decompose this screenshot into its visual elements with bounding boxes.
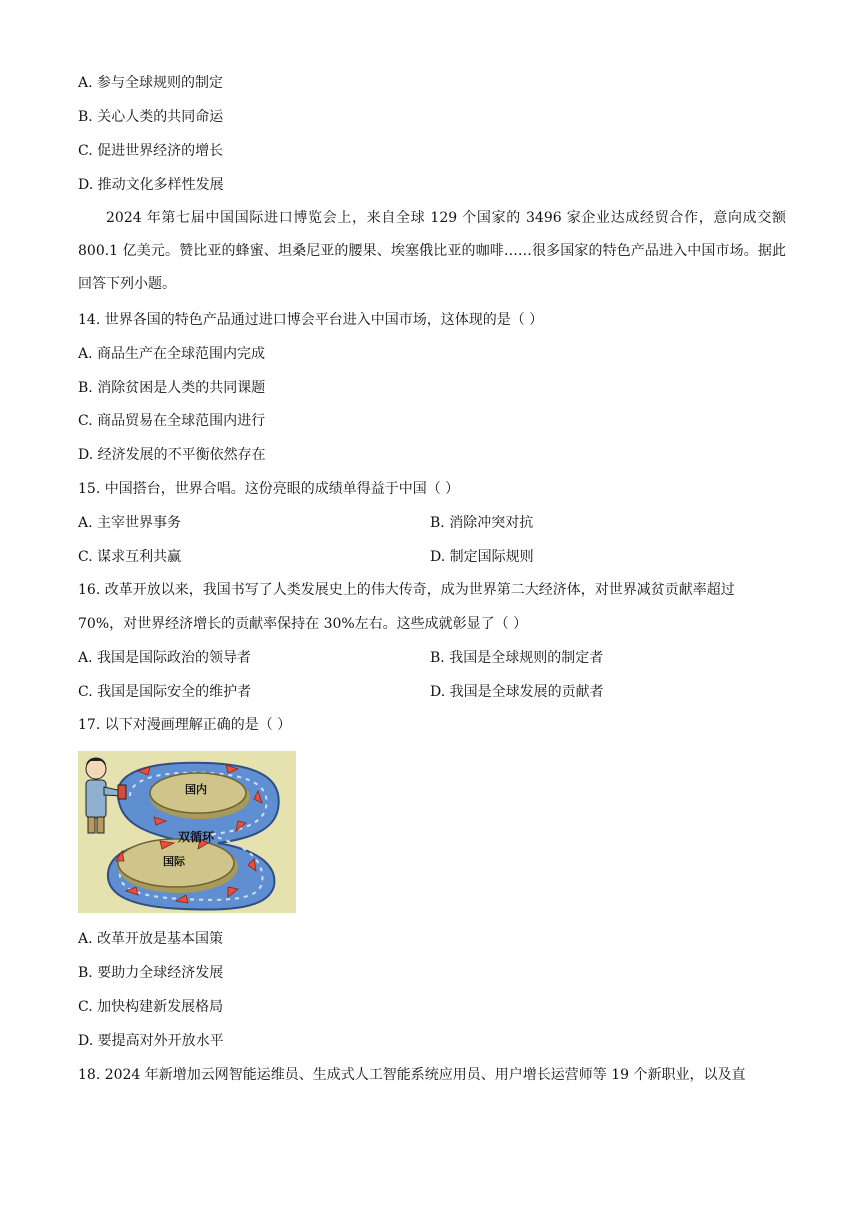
dual-circulation-cartoon xyxy=(78,751,296,913)
person-leg xyxy=(97,817,104,833)
q17-stem: 17. 以下对漫画理解正确的是（ ） xyxy=(78,717,292,733)
q14-option-b: B. 消除贫困是人类的共同课题 xyxy=(78,380,266,396)
q13-option-a: A. 参与全球规则的制定 xyxy=(78,75,224,91)
reading-passage: 2024 年第七届中国国际进口博览会上，来自全球 129 个国家的 3496 家企业达成经贸合作，意向成交额 800.1 亿美元。赞比亚的蜂蜜、坦桑尼亚的腰果、埃塞俄比亚的咖啡……很多国家的特色产品进入中国市场。据此回答下列小题。 xyxy=(78,210,786,292)
q18-stem-line1: 18. 2024 年新增加云网智能运维员、生成式人工智能系统应用员、用户增长运营师等 19 个新职业，以及直 xyxy=(78,1067,746,1083)
q17-option-b: B. 要助力全球经济发展 xyxy=(78,965,224,981)
q13-option-d: D. 推动文化多样性发展 xyxy=(78,177,224,193)
q14-option-a: A. 商品生产在全球范围内完成 xyxy=(78,346,266,362)
q16-stem-line2: 70%，对世界经济增长的贡献率保持在 30%左右。这些成就彰显了（ ） xyxy=(78,616,528,632)
q14-option-c: C. 商品贸易在全球范围内进行 xyxy=(78,413,266,429)
q14-stem: 14. 世界各国的特色产品通过进口博会平台进入中国市场，这体现的是（ ） xyxy=(78,312,544,328)
q16-option-a: A. 我国是国际政治的领导者 xyxy=(78,650,252,666)
q15-option-c: C. 谋求互利共赢 xyxy=(78,549,182,565)
q14-option-d: D. 经济发展的不平衡依然存在 xyxy=(78,447,266,463)
q16-option-b: B. 我国是全球规则的制定者 xyxy=(430,650,604,666)
label-domestic: 国内 xyxy=(185,783,207,796)
q15-option-b: B. 消除冲突对抗 xyxy=(430,515,534,531)
person-kettle xyxy=(118,785,126,799)
q13-option-b: B. 关心人类的共同命运 xyxy=(78,109,224,125)
q17-option-c: C. 加快构建新发展格局 xyxy=(78,999,224,1015)
label-international: 国际 xyxy=(163,855,185,868)
q17-option-a: A. 改革开放是基本国策 xyxy=(78,931,224,947)
q17-option-d: D. 要提高对外开放水平 xyxy=(78,1033,224,1049)
q15-stem: 15. 中国搭台，世界合唱。这份亮眼的成绩单得益于中国（ ） xyxy=(78,481,460,497)
person-leg xyxy=(88,817,95,833)
label-dual-circulation: 双循环 xyxy=(177,830,215,844)
q13-option-c: C. 促进世界经济的增长 xyxy=(78,143,224,159)
q15-option-d: D. 制定国际规则 xyxy=(430,549,534,565)
q15-option-a: A. 主宰世界事务 xyxy=(78,515,182,531)
q16-option-c: C. 我国是国际安全的维护者 xyxy=(78,684,252,700)
person-body xyxy=(86,780,106,818)
q16-option-d: D. 我国是全球发展的贡献者 xyxy=(430,684,604,700)
q16-stem-line1: 16. 改革开放以来，我国书写了人类发展史上的伟大传奇，成为世界第二大经济体，对世界减贫贡献率超过 xyxy=(78,582,735,598)
